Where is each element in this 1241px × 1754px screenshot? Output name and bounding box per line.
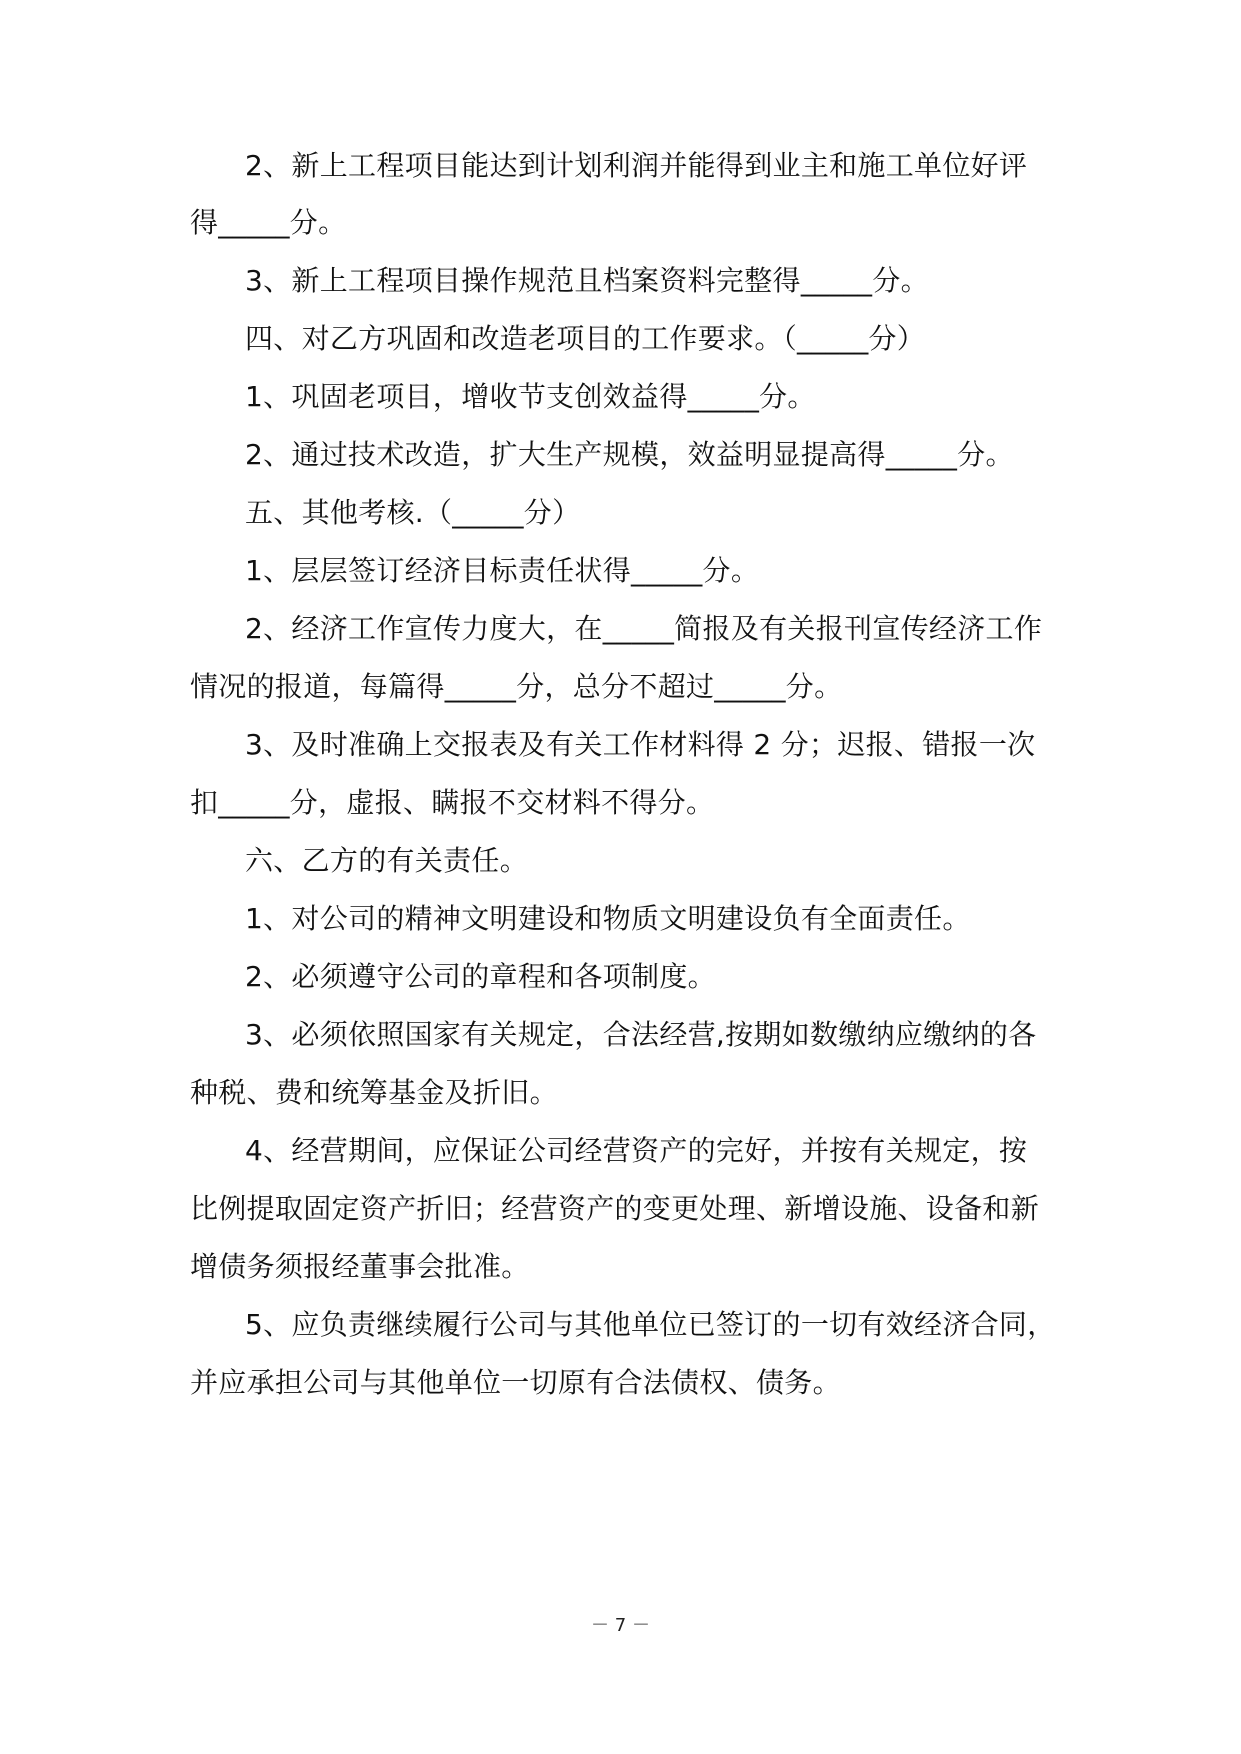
section-heading: 五、其他考核.（_____分） xyxy=(245,496,581,529)
text-line: 5、应负责继续履行公司与其他单位已签订的一切有效经济合同， xyxy=(245,1308,1056,1341)
page-number: － 7 － xyxy=(591,1615,650,1636)
text-line: 4、经营期间，应保证公司经营资产的完好，并按有关规定，按 xyxy=(245,1134,1028,1167)
section-heading: 六、乙方的有关责任。 xyxy=(245,844,529,877)
text-line: 2、通过技术改造，扩大生产规模，效益明显提高得_____分。 xyxy=(245,438,1014,471)
text-line: 比例提取固定资产折旧；经营资产的变更处理、新增设施、设备和新 xyxy=(190,1192,1040,1225)
text-line: 情况的报道，每篇得_____分，总分不超过_____分。 xyxy=(190,670,843,703)
text-line: 2、经济工作宣传力度大，在_____简报及有关报刊宣传经济工作 xyxy=(245,612,1043,645)
text-line: 2、必须遵守公司的章程和各项制度。 xyxy=(245,960,716,993)
text-line: 并应承担公司与其他单位一切原有合法债权、债务。 xyxy=(190,1366,841,1399)
text-line: 2、新上工程项目能达到计划利润并能得到业主和施工单位好评 xyxy=(245,149,1028,182)
text-line: 种税、费和统筹基金及折旧。 xyxy=(190,1076,558,1109)
text-line: 3、必须依照国家有关规定，合法经营,按期如数缴纳应缴纳的各 xyxy=(245,1018,1037,1051)
text-line: 得_____分。 xyxy=(190,206,347,239)
text-line: 3、及时准确上交报表及有关工作材料得 2 分；迟报、错报一次 xyxy=(245,728,1036,761)
text-line: 3、新上工程项目操作规范且档案资料完整得_____分。 xyxy=(245,264,929,297)
text-line: 1、巩固老项目，增收节支创效益得_____分。 xyxy=(245,380,816,413)
text-line: 1、层层签订经济目标责任状得_____分。 xyxy=(245,554,760,587)
text-line: 增债务须报经董事会批准。 xyxy=(190,1250,530,1283)
section-heading: 四、对乙方巩固和改造老项目的工作要求。（_____分） xyxy=(245,322,926,355)
text-line: 1、对公司的精神文明建设和物质文明建设负有全面责任。 xyxy=(245,902,971,935)
text-line: 扣_____分，虚报、瞒报不交材料不得分。 xyxy=(190,786,715,819)
